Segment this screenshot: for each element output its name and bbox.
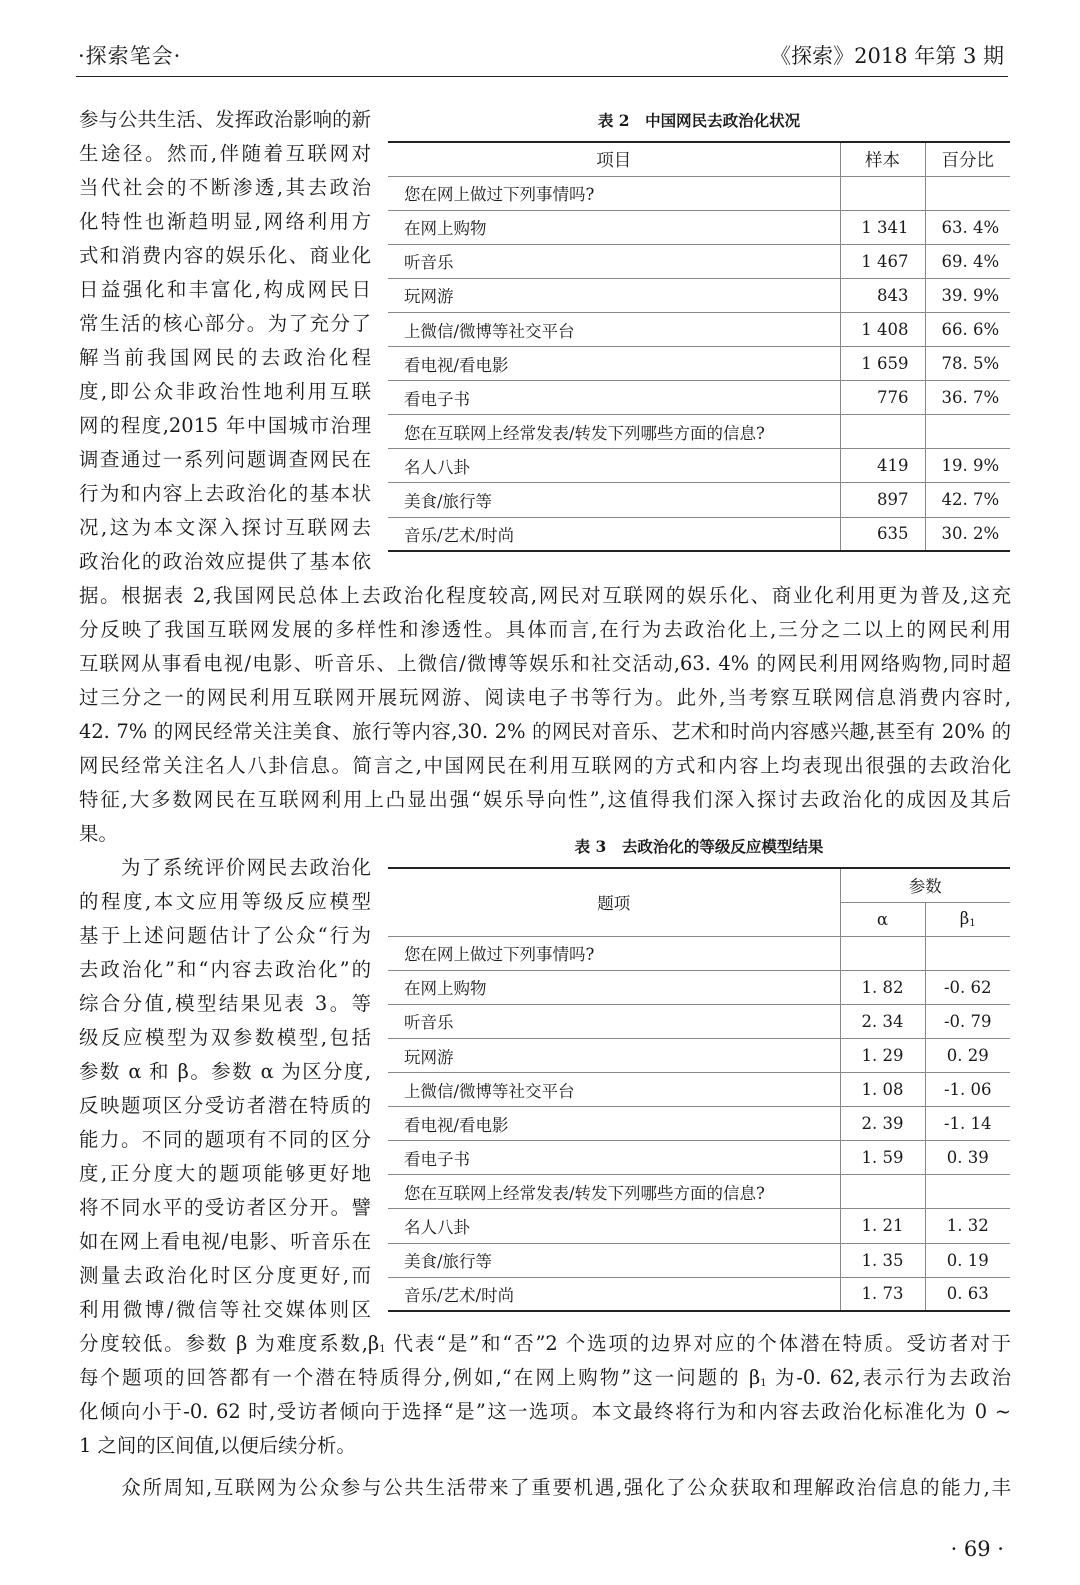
text-line: 为了系统评价网民去政治化 bbox=[79, 856, 371, 879]
table-cell: 您在网上做过下列事情吗? bbox=[404, 185, 595, 205]
table-cell: 看电子书 bbox=[404, 389, 470, 409]
table-cell: -1. 14 bbox=[925, 1107, 1010, 1141]
table3-header-alpha: α bbox=[840, 902, 925, 936]
text-span: 每个题项的回答都有一个潜在特质得分,例如,“在网上购物”这一问题的 β bbox=[79, 1366, 761, 1389]
table-cell: 您在互联网上经常发表/转发下列哪些方面的信息? bbox=[404, 1183, 765, 1203]
table-cell: 19. 9% bbox=[925, 449, 1010, 483]
table-cell: 在网上购物 bbox=[404, 979, 487, 999]
table3 bbox=[388, 867, 1010, 1312]
table-cell: 69. 4% bbox=[925, 244, 1010, 278]
text-line: 解当前我国网民的去政治化程 bbox=[79, 346, 371, 369]
table-cell: 42. 7% bbox=[925, 483, 1010, 517]
table-cell: 看电视/看电影 bbox=[404, 355, 509, 375]
text-line: 调查通过一系列问题调查网民在 bbox=[79, 448, 371, 471]
page-number: · 69 · bbox=[950, 1537, 1004, 1561]
table-cell: 看电子书 bbox=[404, 1149, 470, 1169]
table-cell bbox=[925, 1175, 1010, 1209]
table-cell: 2. 39 bbox=[840, 1107, 925, 1141]
table-cell: 音乐/艺术/时尚 bbox=[404, 525, 515, 545]
text-line: 网的程度,2015 年中国城市治理 bbox=[79, 414, 371, 437]
table-cell bbox=[925, 936, 1010, 970]
text-line: 化倾向小于-0. 62 时,受访者倾向于选择“是”这一选项。本文最终将行为和内容去政治化标准化为 0 ~ bbox=[79, 1400, 1011, 1423]
table-cell: 0. 19 bbox=[925, 1243, 1010, 1277]
text-line: 度,正分度大的题项能够更好地 bbox=[79, 1162, 371, 1185]
table-cell: 听音乐 bbox=[404, 1013, 454, 1033]
text-line: 常生活的核心部分。为了充分了 bbox=[79, 312, 371, 335]
header-rule bbox=[76, 76, 1008, 77]
table-cell: 您在网上做过下列事情吗? bbox=[404, 945, 595, 965]
text-line: 网民经常关注名人八卦信息。简言之,中国网民在利用互联网的方式和内容上均表现出很强的去政治化 bbox=[79, 754, 1011, 777]
table-cell: 美食/旅行等 bbox=[404, 491, 493, 511]
table-row bbox=[388, 415, 1010, 449]
beta-subscript: 1 bbox=[379, 1344, 386, 1355]
text-line: 行为和内容上去政治化的基本状 bbox=[79, 482, 371, 505]
table-cell: 美食/旅行等 bbox=[404, 1252, 493, 1272]
table-row bbox=[388, 278, 1010, 312]
text-line: 互联网从事看电视/电影、听音乐、上微信/微博等娱乐和社交活动,63. 4% 的网民利用网络购物,同时超 bbox=[79, 652, 1011, 675]
table-cell: 66. 6% bbox=[925, 312, 1010, 346]
text-line: 特征,大多数网民在互联网利用上凸显出强“娱乐导向性”,这值得我们深入探讨去政治化的成因及其后 bbox=[79, 788, 1011, 811]
text-line: 利用微博/微信等社交媒体则区 bbox=[79, 1298, 371, 1321]
text-line: 分反映了我国互联网发展的多样性和渗透性。具体而言,在行为去政治化上,三分之二以上的网民利用 bbox=[79, 618, 1011, 641]
table-row bbox=[388, 347, 1010, 381]
table-cell: 名人八卦 bbox=[404, 1217, 470, 1237]
table-cell: 玩网游 bbox=[404, 287, 454, 307]
table-row bbox=[388, 312, 1010, 346]
table-row bbox=[388, 970, 1010, 1004]
text-line: 果。 bbox=[79, 822, 118, 845]
text-line: 式和消费内容的娱乐化、商业化 bbox=[79, 244, 371, 267]
table-cell: 1. 59 bbox=[840, 1141, 925, 1175]
table-cell: -1. 06 bbox=[925, 1073, 1010, 1107]
text-line: 过三分之一的网民利用互联网开展玩网游、阅读电子书等行为。此外,当考察互联网信息消费内容时, bbox=[79, 686, 1011, 709]
table-cell: 78. 5% bbox=[925, 347, 1010, 381]
table-cell: 名人八卦 bbox=[404, 457, 470, 477]
table2-header-row bbox=[388, 142, 1010, 176]
table-cell: 1 467 bbox=[840, 244, 925, 278]
table-cell: 1 659 bbox=[840, 347, 925, 381]
text-line: 众所周知,互联网为公众参与公共生活带来了重要机遇,强化了公众获取和理解政治信息的能力,丰 bbox=[79, 1476, 1011, 1499]
table-row bbox=[388, 517, 1010, 551]
table3-header-item: 题项 bbox=[597, 894, 631, 914]
text-line: 综合分值,模型结果见表 3。等 bbox=[79, 992, 371, 1015]
table-cell: 1. 32 bbox=[925, 1209, 1010, 1243]
table-cell: -0. 79 bbox=[925, 1004, 1010, 1038]
text-line: 能力。不同的题项有不同的区分 bbox=[79, 1128, 371, 1151]
table-cell: 1. 82 bbox=[840, 970, 925, 1004]
running-head-section: ·探索笔会· bbox=[78, 44, 182, 68]
table-cell: 1. 08 bbox=[840, 1073, 925, 1107]
table-cell: 玩网游 bbox=[404, 1047, 454, 1067]
table-cell: 419 bbox=[840, 449, 925, 483]
table-cell: 1. 35 bbox=[840, 1243, 925, 1277]
table-row bbox=[388, 936, 1010, 970]
table-cell: 上微信/微博等社交平台 bbox=[404, 321, 575, 341]
table3-header-row-1 bbox=[388, 868, 1010, 902]
table3-header-beta bbox=[925, 902, 1010, 936]
table-row bbox=[388, 1277, 1010, 1311]
text-line: 参与公共生活、发挥政治影响的新 bbox=[79, 108, 371, 131]
table-row bbox=[388, 1141, 1010, 1175]
beta-subscript: 1 bbox=[760, 1378, 767, 1389]
table-row bbox=[388, 1107, 1010, 1141]
table-cell bbox=[925, 176, 1010, 210]
table-cell: 您在互联网上经常发表/转发下列哪些方面的信息? bbox=[404, 423, 765, 443]
text-line: 政治化的政治效应提供了基本依 bbox=[79, 550, 371, 573]
text-span: 代表“是”和“否”2 个选项的边界对应的个体潜在特质。受访者对于 bbox=[385, 1332, 1011, 1355]
table2-caption: 表 2 中国网民去政治化状况 bbox=[597, 111, 801, 130]
table-row bbox=[388, 449, 1010, 483]
table-cell: 看电视/看电影 bbox=[404, 1115, 509, 1135]
table-cell bbox=[840, 415, 925, 449]
table3-caption: 表 3 去政治化的等级反应模型结果 bbox=[574, 837, 824, 856]
table-cell: 0. 29 bbox=[925, 1038, 1010, 1072]
running-head-journal: 《探索》2018 年第 3 期 bbox=[770, 44, 1004, 68]
table-cell: 776 bbox=[840, 381, 925, 415]
text-line: 度,即公众非政治性地利用互联 bbox=[79, 380, 371, 403]
table-cell: 0. 39 bbox=[925, 1141, 1010, 1175]
table-cell: 1. 21 bbox=[840, 1209, 925, 1243]
table-cell: 39. 9% bbox=[925, 278, 1010, 312]
text-span: 为-0. 62,表示行为去政治 bbox=[766, 1366, 1011, 1389]
table-cell: 36. 7% bbox=[925, 381, 1010, 415]
table-cell: 0. 63 bbox=[925, 1277, 1010, 1311]
text-line: 生途径。然而,伴随着互联网对 bbox=[79, 142, 371, 165]
table-row bbox=[388, 210, 1010, 244]
table-cell: 上微信/微博等社交平台 bbox=[404, 1081, 575, 1101]
text-line: 基于上述问题估计了公众“行为 bbox=[79, 924, 371, 947]
table2-header-sample: 样本 bbox=[840, 142, 925, 176]
table-row bbox=[388, 1073, 1010, 1107]
table-cell: 2. 34 bbox=[840, 1004, 925, 1038]
table-cell: 音乐/艺术/时尚 bbox=[404, 1285, 515, 1305]
text-line: 反映题项区分受访者潜在特质的 bbox=[79, 1094, 371, 1117]
table-row bbox=[388, 244, 1010, 278]
table-cell: 843 bbox=[840, 278, 925, 312]
table-cell: 1 341 bbox=[840, 210, 925, 244]
text-line: 测量去政治化时区分度更好,而 bbox=[79, 1264, 371, 1287]
table-cell: 897 bbox=[840, 483, 925, 517]
table-row bbox=[388, 1004, 1010, 1038]
table-cell: 在网上购物 bbox=[404, 219, 487, 239]
table-row bbox=[388, 483, 1010, 517]
text-line: 参数 α 和 β。参数 α 为区分度, bbox=[79, 1060, 371, 1083]
table-cell bbox=[925, 415, 1010, 449]
table-row bbox=[388, 381, 1010, 415]
table-cell bbox=[840, 1175, 925, 1209]
table3-header-params: 参数 bbox=[840, 868, 1010, 902]
text-line: 当代社会的不断渗透,其去政治 bbox=[79, 176, 371, 199]
table2 bbox=[388, 141, 1010, 552]
text-line: 化特性也渐趋明显,网络利用方 bbox=[79, 210, 371, 233]
table-cell bbox=[840, 936, 925, 970]
text-line: 日益强化和丰富化,构成网民日 bbox=[79, 278, 371, 301]
text-span: 分度较低。参数 β 为难度系数,β bbox=[79, 1332, 380, 1355]
table-row bbox=[388, 1175, 1010, 1209]
beta-subscript: 1 bbox=[969, 918, 976, 930]
table2-header-percent: 百分比 bbox=[925, 142, 1010, 176]
text-line: 去政治化”和“内容去政治化”的 bbox=[79, 958, 371, 981]
table-cell: -0. 62 bbox=[925, 970, 1010, 1004]
table-cell: 听音乐 bbox=[404, 253, 454, 273]
table-row bbox=[388, 176, 1010, 210]
table-cell bbox=[840, 176, 925, 210]
beta-symbol: β bbox=[959, 909, 970, 929]
table-row bbox=[388, 1038, 1010, 1072]
table-row bbox=[388, 1209, 1010, 1243]
text-line: 1 之间的区间值,以便后续分析。 bbox=[79, 1434, 356, 1457]
table-cell: 30. 2% bbox=[925, 517, 1010, 551]
text-line: 况,这为本文深入探讨互联网去 bbox=[79, 516, 371, 539]
table-cell: 1 408 bbox=[840, 312, 925, 346]
table-cell: 1. 29 bbox=[840, 1038, 925, 1072]
text-line: 42. 7% 的网民经常关注美食、旅行等内容,30. 2% 的网民对音乐、艺术和时尚内容感兴趣,甚至有 20% 的 bbox=[79, 720, 1011, 743]
text-line: 如在网上看电视/电影、听音乐在 bbox=[79, 1230, 371, 1253]
text-line: 将不同水平的受访者区分开。譬 bbox=[79, 1196, 371, 1219]
text-line: 级反应模型为双参数模型,包括 bbox=[79, 1026, 371, 1049]
table-cell: 1. 73 bbox=[840, 1277, 925, 1311]
table-cell: 63. 4% bbox=[925, 210, 1010, 244]
table-row bbox=[388, 1243, 1010, 1277]
table-cell: 635 bbox=[840, 517, 925, 551]
text-line: 据。根据表 2,我国网民总体上去政治化程度较高,网民对互联网的娱乐化、商业化利用更为普及,这充 bbox=[79, 584, 1011, 607]
text-line: 的程度,本文应用等级反应模型 bbox=[79, 890, 371, 913]
table2-header-item: 项目 bbox=[596, 150, 632, 171]
